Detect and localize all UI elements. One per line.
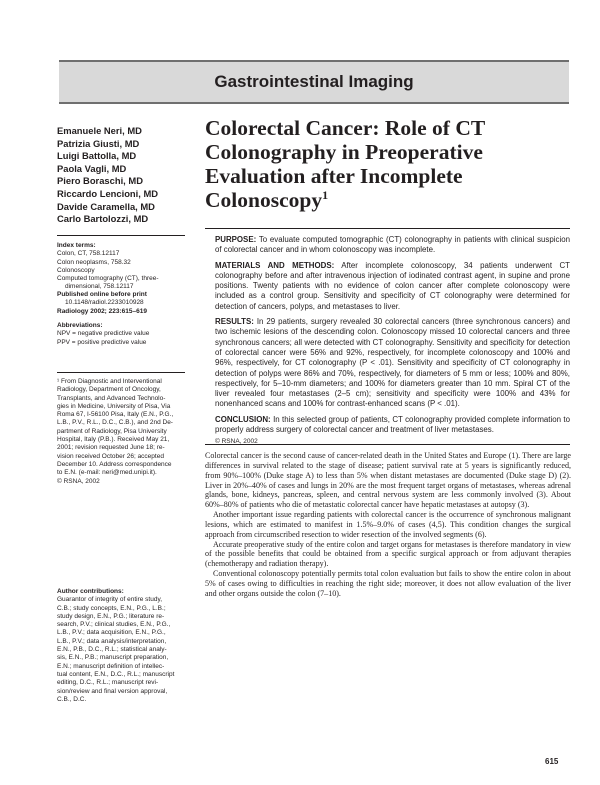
abstract-conclusion xyxy=(215,415,570,436)
abbreviations xyxy=(57,322,185,347)
footnote-line: Radiology, Department of Oncology, xyxy=(57,386,161,394)
section-header xyxy=(59,60,569,104)
abstract-top-rule xyxy=(205,228,570,229)
author-name: Davide Caramella, MD xyxy=(57,200,155,212)
sidebar-divider xyxy=(57,372,185,373)
contribution-line: E.N., P.B., D.C., R.L.; statistical analy- xyxy=(57,646,167,654)
abstract-label: RESULTS: xyxy=(215,317,254,327)
index-terms xyxy=(57,242,185,292)
author-contributions xyxy=(57,588,185,704)
contribution-line: sion/review and final version approval, xyxy=(57,687,168,695)
contribution-line: L.B., P.V.; data analysis/interpretation, xyxy=(57,637,167,645)
index-term: Colon, CT, 758.12117 xyxy=(57,250,120,258)
contributions-heading: Author contributions: xyxy=(57,588,124,595)
footnote-line: ¹ From Diagnostic and Interventional xyxy=(57,378,162,385)
body-paragraph: Accurate preoperative study of the entire colon and target organs for metastases is therefore mandatory in view of the possible benefits that could be obtained from a specific surgical approach or from adjuvant therapies (chemotherapy and radiation therapy). xyxy=(205,539,571,569)
author-name: Luigi Battolla, MD xyxy=(57,150,137,162)
author-name: Riccardo Lencioni, MD xyxy=(57,187,159,199)
abstract-label: MATERIALS AND METHODS: xyxy=(215,260,335,270)
page-number: 615 xyxy=(545,757,559,766)
abstract-purpose xyxy=(215,235,570,256)
article-title-text: Colorectal Cancer: Role of CT Colonography in Preoperative Evaluation after Incomplete Colonoscopy xyxy=(205,116,485,212)
author-name: Patrizia Giusti, MD xyxy=(57,137,140,149)
article-title xyxy=(205,116,575,212)
publication-info xyxy=(57,291,185,316)
sidebar-divider xyxy=(57,235,185,236)
title-footnote-mark: 1 xyxy=(322,187,329,202)
author-name: Piero Boraschi, MD xyxy=(57,175,143,187)
index-term: Colonoscopy xyxy=(57,266,95,274)
abstract-text: To evaluate computed tomographic (CT) colonography in patients with clinical suspicion of colorectal cancer and in whom colonoscopy was incomplete. xyxy=(215,235,570,255)
body-paragraph: Colorectal cancer is the second cause of cancer-related death in the United States and Europe (1). There are large differences in survival related to the stage of disease; patient survival rate at 5 years is significantly reduced, from 90%–100% (Duke stage A) to less than 5% when distant metastases are documented (Duke stage D) (2). Liver in 20%–40% of cases and lungs in 20% are the most frequent target organs of metastases, whereas adrenal glands, bone, kidneys, pancreas, spleen, and central nervous system are less commonly involved (3). About 60%–80% of patients who die of metastatic colorectal cancer have hepatic metastases at autopsy (3). xyxy=(205,451,571,510)
citation: Radiology 2002; 223:615–619 xyxy=(57,307,147,315)
author-list xyxy=(57,125,187,226)
abstract-text: In this selected group of patients, CT colonography provided complete information to properly address surgery of colorectal cancer and treatment of liver metastases. xyxy=(215,414,570,435)
abstract-text: After incomplete colonoscopy, 34 patients underwent CT colonography before and after intravenous injection of iodinated contrast agent, in supine and prone positions. Twenty patients with no evidence of colon cancer after complete colonoscopy were included as a control group. Sensitivity and specificity of CT colonography were determined for detection of cancers, polyps, and metastases to liver. xyxy=(215,260,570,311)
contribution-line: study design, E.N., P.G.; literature re- xyxy=(57,612,165,620)
abstract-results xyxy=(215,317,570,410)
footnote-line: Hospital, Italy (P.B.). Received May 21, xyxy=(57,436,170,444)
abstract-label: PURPOSE: xyxy=(215,235,257,244)
contribution-line: tual content, E.N., D.C., R.L.; manuscript xyxy=(57,670,175,678)
body-paragraph: Conventional colonoscopy potentially permits total colon evaluation but fails to show the entire colon in about 5% of cases owing to difficulties in reaching the right side; moreover, it does not allow evaluation of the liver and other organs outside the colon (7–10). xyxy=(205,569,571,598)
abstract-text: In 29 patients, surgery revealed 30 colorectal cancers (three synchronous cancers) and two ischemic lesions of the descending colon. Colonoscopy missed 10 colorectal cancers and three synchronous cancers; all were detected with CT colonography. Sensitivity and specificity for detection of colorectal cancer were 56% and 92%, respectively, for incomplete colonoscopy and 100% and 96%, respectively, for CT colonography (P < .01). Sensitivity and specificity of CT colonography in detection of polyps were 86% and 70%, respectively, for diameters of 5 mm or less; 100% and 80%, respectively, for 5–10-mm diameters; and 100% for diameters greater than 10 mm. Spiral CT of the liver revealed four metastases (2–5 cm); sensitivity and specificity were 100% and 43% for nonenhanced scans and 100% for contrast-enhanced scans (P < .01). xyxy=(215,317,570,409)
contribution-line: Guarantor of integrity of entire study, xyxy=(57,596,163,604)
body-paragraph: Another important issue regarding patients with colorectal cancer is the occurrence of synchronous malignant lesions, which are estimated to manifest in 1.5%–9.0% of cases (4,5). This condition changes the surgical approach from circumscribed resection to wider resection of the involved segments (6). xyxy=(205,510,571,539)
doi: 10.1148/radiol.2233010928 xyxy=(65,299,144,307)
abstract-copyright: © RSNA, 2002 xyxy=(215,438,258,446)
contribution-line: L.B., P.V.; data acquisition, E.N., P.G., xyxy=(57,629,166,637)
section-title: Gastrointestinal Imaging xyxy=(214,72,414,91)
footnote-line: to E.N. (e-mail: neri@med.unipi.it). xyxy=(57,469,157,477)
contribution-line: C.B.; study concepts, E.N., P.G., L.B.; xyxy=(57,604,166,612)
footnote-line: gies in Medicine, University of Pisa, Via xyxy=(57,402,171,410)
abbreviation: NPV = negative predictive value xyxy=(57,330,150,338)
contribution-line: sis, E.N., P.B.; manuscript preparation, xyxy=(57,654,169,662)
body-text xyxy=(205,451,571,599)
contribution-line: E.N.; manuscript definition of intellec- xyxy=(57,662,165,670)
affiliation-footnote xyxy=(57,378,185,486)
index-term: Colon neoplasms, 758.32 xyxy=(57,258,131,266)
index-term: Computed tomography (CT), three- xyxy=(57,275,159,283)
author-name: Carlo Bartolozzi, MD xyxy=(57,213,149,225)
abbreviations-heading: Abbreviations: xyxy=(57,322,103,329)
abstract-label: CONCLUSION: xyxy=(215,414,271,424)
footnote-line: December 10. Address correspondence xyxy=(57,460,172,468)
contribution-line: C.B., D.C. xyxy=(57,695,87,703)
footnote-line: 2001; revision requested June 18; re- xyxy=(57,444,165,452)
author-name: Paola Vagli, MD xyxy=(57,162,127,174)
contribution-line: search, P.V.; clinical studies, E.N., P.G., xyxy=(57,621,171,629)
footnote-line: partment of Radiology, Pisa University xyxy=(57,427,167,435)
published-heading: Published online before print xyxy=(57,291,147,298)
contribution-line: editing, D.C., R.L.; manuscript revi- xyxy=(57,679,159,687)
footnote-line: Roma 67, I-56100 Pisa, Italy (E.N., P.G., xyxy=(57,411,174,419)
abbreviation: PPV = positive predictive value xyxy=(57,338,147,346)
author-name: Emanuele Neri, MD xyxy=(57,125,142,136)
index-term: dimensional, 758.12117 xyxy=(65,283,134,291)
abstract-methods xyxy=(215,261,570,312)
footnote-copyright: © RSNA, 2002 xyxy=(57,477,100,485)
footnote-line: Transplants, and Advanced Technolo- xyxy=(57,394,166,402)
abstract xyxy=(215,235,570,453)
footnote-line: vision received October 26; accepted xyxy=(57,452,164,460)
abstract-bottom-rule xyxy=(205,444,570,445)
index-terms-heading: Index terms: xyxy=(57,242,96,249)
footnote-line: L.B., P.V., R.L., D.C., C.B.), and 2nd De- xyxy=(57,419,173,427)
